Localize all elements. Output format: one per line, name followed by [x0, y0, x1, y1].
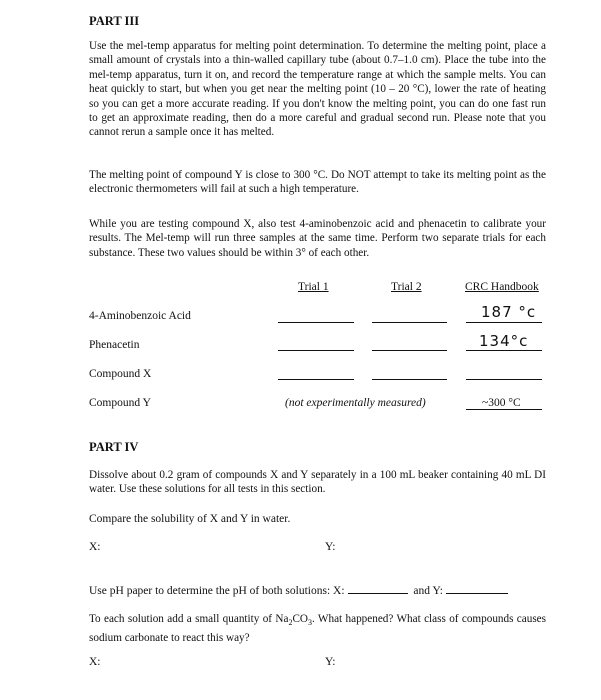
na2co3-subscript-2: 2	[288, 618, 293, 628]
compound-y-not-measured-note: (not experimentally measured)	[285, 397, 426, 409]
ph-and-y-text: and Y:	[413, 585, 443, 597]
solubility-x-label: X:	[89, 541, 101, 553]
ph-prompt	[89, 585, 508, 597]
crc-blank-4-aminobenzoic-acid	[466, 322, 542, 323]
crc-blank-compound-x[interactable]	[466, 379, 542, 380]
row-label-compound-x: Compound X	[89, 368, 152, 380]
crc-blank-phenacetin	[466, 350, 542, 351]
ph-x-blank[interactable]	[348, 592, 408, 594]
trial2-blank-4-aminobenzoic-acid[interactable]	[372, 322, 447, 323]
part4-dissolve-paragraph: Dissolve about 0.2 gram of compounds X and Y separately in a 100 mL beaker containing 40 mL DI water. Use these solutions for all tests in this section.	[89, 469, 546, 496]
part3-compound-y-warning: The melting point of compound Y is close to 300 °C. Do NOT attempt to take its melting point as the electronic thermometers will fail at such a high temperature.	[89, 169, 546, 196]
trial1-blank-phenacetin[interactable]	[278, 350, 354, 351]
solubility-y-label: Y:	[325, 541, 336, 553]
crc-value-compound-y: ~300 °C	[482, 397, 521, 409]
na2co3-co: CO	[292, 613, 308, 625]
crc-blank-compound-y	[466, 409, 542, 410]
na2co3-subscript-3: 3	[307, 618, 312, 628]
row-label-compound-y: Compound Y	[89, 397, 151, 409]
na2co3-text-b: . What happened? What class of compounds causes sodium carbonate to react this way?	[89, 613, 547, 644]
solubility-prompt: Compare the solubility of X and Y in water.	[89, 513, 291, 525]
na2co3-paragraph	[89, 612, 546, 645]
row-label-4-aminobenzoic-acid: 4-Aminobenzoic Acid	[89, 310, 191, 322]
table-header-trial-2: Trial 2	[391, 281, 422, 293]
ph-prompt-text: Use pH paper to determine the pH of both solutions: X:	[89, 585, 345, 597]
handwritten-crc-4-aminobenzoic-acid: 187 °c	[481, 303, 537, 321]
table-header-crc-handbook: CRC Handbook	[465, 281, 539, 293]
reaction-x-label: X:	[89, 656, 101, 668]
handwritten-crc-phenacetin: 134°c	[479, 332, 529, 350]
ph-y-blank[interactable]	[446, 592, 508, 594]
trial2-blank-phenacetin[interactable]	[372, 350, 447, 351]
table-header-trial-1: Trial 1	[298, 281, 329, 293]
part3-calibration-paragraph: While you are testing compound X, also test 4-aminobenzoic acid and phenacetin to calibrate your results. The Mel-temp will run three samples at the same time. Perform two separate trials for each substance. These two values should be within 3° of each other.	[89, 218, 546, 259]
reaction-y-label: Y:	[325, 656, 336, 668]
na2co3-text-a: To each solution add a small quantity of Na	[89, 613, 289, 625]
part3-heading: PART III	[89, 14, 140, 28]
trial1-blank-compound-x[interactable]	[278, 379, 354, 380]
part3-instructions-paragraph: Use the mel-temp apparatus for melting point determination. To determine the melting point, place a small amount of crystals into a thin-walled capillary tube (about 0.7–1.0 cm). Place the tube into the mel-temp apparatus, turn it on, and record the temperature range at which the sample melts. You can heat quickly to start, but when you get near the melting point (10 – 20 °C), lower the rate of heating so you can get a more accurate reading. If you don't know the melting point, you can do one fast run to get an approximate reading, then do a more careful and gradual second run. Please note that you cannot rerun a sample once it has melted.	[89, 40, 546, 139]
part4-heading: PART IV	[89, 440, 139, 454]
trial2-blank-compound-x[interactable]	[372, 379, 447, 380]
trial1-blank-4-aminobenzoic-acid[interactable]	[278, 322, 354, 323]
row-label-phenacetin: Phenacetin	[89, 339, 140, 351]
